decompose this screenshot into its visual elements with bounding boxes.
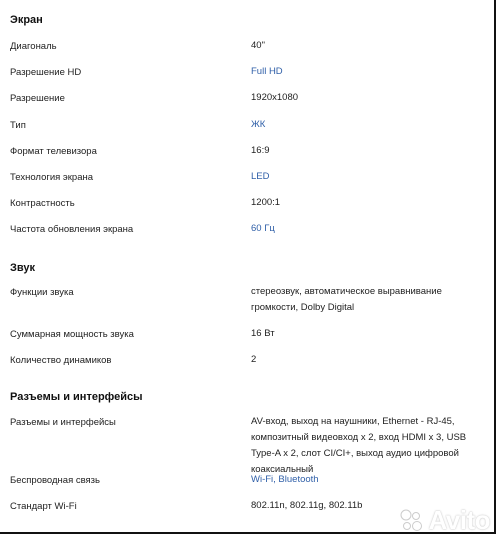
spec-value-screen-tech-link[interactable]: LED [251, 171, 270, 182]
spec-value-sound-functions: стереозвук, автоматическое выравнивание громкости, Dolby Digital [251, 286, 442, 313]
spec-label-type: Тип [10, 120, 26, 131]
spec-label-wifi-standard: Стандарт Wi-Fi [10, 501, 77, 512]
spec-value-sound-power: 16 Вт [251, 328, 275, 339]
spec-label-refresh-rate: Частота обновления экрана [10, 224, 134, 235]
spec-label-screen-tech: Технология экрана [10, 172, 94, 183]
spec-value-type-link[interactable]: ЖК [251, 119, 266, 130]
spec-value-contrast: 1200:1 [251, 197, 281, 208]
spec-value-refresh-rate-link[interactable]: 60 Гц [251, 223, 275, 234]
spec-label-sound-power: Суммарная мощность звука [10, 329, 134, 340]
spec-label-resolution: Разрешение [10, 93, 65, 104]
spec-value-hd-resolution-link[interactable]: Full HD [251, 66, 283, 77]
watermark-text: Avito [428, 504, 490, 535]
spec-value-wireless-link[interactable]: Wi-Fi, Bluetooth [251, 474, 319, 485]
spec-value-format: 16:9 [251, 145, 270, 156]
spec-value-speakers: 2 [251, 354, 257, 365]
spec-label-speakers: Количество динамиков [10, 355, 112, 366]
avito-watermark [398, 506, 490, 534]
spec-label-sound-functions: Функции звука [10, 287, 74, 298]
spec-value-resolution: 1920x1080 [251, 92, 299, 103]
spec-label-contrast: Контрастность [10, 198, 75, 209]
spec-label-format: Формат телевизора [10, 146, 97, 157]
section-title-interfaces: Разъемы и интерфейсы [10, 391, 143, 403]
spec-value-connectors: AV-вход, выход на наушники, Ethernet - RJ-45, композитный видеовход x 2, вход HDMI x 3, USB Type-A x 2, слот CI/CI+, выход аудио цифровой коаксиальный [251, 416, 467, 475]
spec-label-wireless: Беспроводная связь [10, 475, 100, 486]
avito-logo-icon [398, 507, 424, 533]
spec-label-hd-resolution: Разрешение HD [10, 67, 82, 78]
spec-value-wifi-standard: 802.11n, 802.11g, 802.11b [251, 500, 363, 511]
spec-label-diagonal: Диагональ [10, 41, 57, 52]
spec-label-connectors: Разъемы и интерфейсы [10, 417, 116, 428]
spec-value-diagonal: 40" [251, 40, 265, 51]
section-title-sound: Звук [10, 262, 36, 274]
section-title-screen: Экран [10, 14, 43, 26]
